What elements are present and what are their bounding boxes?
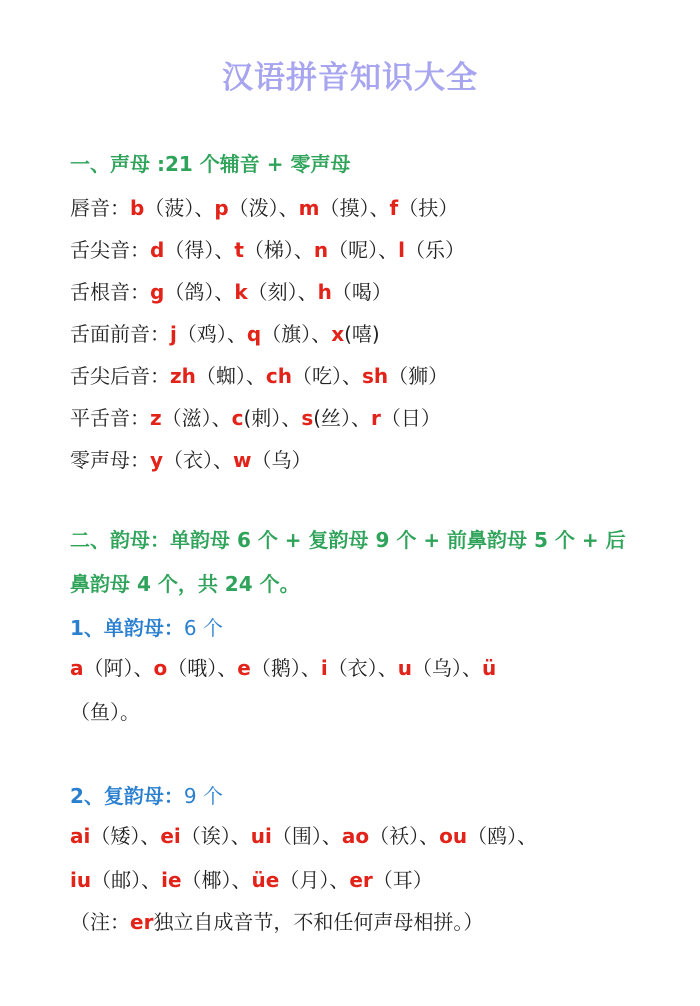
pinyin-letter: üe xyxy=(251,868,280,892)
pinyin-letter: o xyxy=(153,656,168,680)
example-character: （衣） xyxy=(163,448,214,472)
note-er: er xyxy=(130,910,154,934)
example-character: （矮） xyxy=(90,824,141,848)
page-title: 汉语拼音知识大全 xyxy=(222,60,478,96)
separator: 、 xyxy=(321,824,342,848)
example-character: （旗） xyxy=(261,322,312,346)
example-character: （阿） xyxy=(83,656,134,680)
separator: 、 xyxy=(214,280,235,304)
example-character: （梯） xyxy=(243,238,294,262)
example-character: （狮） xyxy=(388,364,449,388)
separator: 、 xyxy=(141,868,162,892)
pinyin-letter: ao xyxy=(341,824,370,848)
sub1-label: 1、单韵母： xyxy=(70,616,184,640)
pinyin-letter: i xyxy=(320,656,328,680)
row-label: 平舌音： xyxy=(70,406,150,430)
initials-row xyxy=(70,234,465,263)
example-character: （得） xyxy=(164,238,215,262)
row-label: 舌尖音： xyxy=(70,238,150,262)
example-character: （袄） xyxy=(369,824,420,848)
initials-row xyxy=(70,360,448,389)
row-label: 舌根音： xyxy=(70,280,150,304)
initials-row xyxy=(70,402,441,431)
separator: 、 xyxy=(378,238,399,262)
separator: 、 xyxy=(281,406,302,430)
pinyin-letter: ü xyxy=(481,656,497,680)
separator: 、 xyxy=(341,364,362,388)
sub2-label: 2、复韵母： xyxy=(70,784,184,808)
sub2-count: 9 个 xyxy=(183,784,224,808)
example-character: (嘻) xyxy=(344,322,380,346)
row-label: 零声母： xyxy=(70,448,150,472)
pinyin-letter: sh xyxy=(361,364,389,388)
compound-finals-line1 xyxy=(70,820,537,849)
single-finals-list xyxy=(70,652,496,681)
pinyin-letter: er xyxy=(349,868,373,892)
initials-row xyxy=(70,192,458,221)
row-label: 舌尖后音： xyxy=(70,364,170,388)
section2-heading-line1: 二、韵母：单韵母 6 个 + 复韵母 9 个 + 前鼻韵母 5 个 + 后 xyxy=(70,528,626,552)
separator: 、 xyxy=(231,868,252,892)
sub1-count: 6 个 xyxy=(183,616,224,640)
example-character: (刺） xyxy=(243,406,282,430)
example-character: （乌） xyxy=(411,656,462,680)
pinyin-letter: ch xyxy=(265,364,292,388)
example-character: （邮） xyxy=(91,868,142,892)
example-character: （围） xyxy=(271,824,322,848)
pinyin-letter: q xyxy=(246,322,262,346)
sub2-heading xyxy=(70,780,223,809)
initials-row xyxy=(70,318,380,347)
separator: 、 xyxy=(293,238,314,262)
example-character: （鹅） xyxy=(250,656,301,680)
example-character: （椰） xyxy=(181,868,232,892)
pinyin-letter: z xyxy=(150,406,162,430)
separator: 、 xyxy=(369,196,390,220)
pinyin-letter: ai xyxy=(70,824,91,848)
example-character: （日） xyxy=(380,406,441,430)
example-character: （鸥） xyxy=(467,824,518,848)
section2-heading-line2: 鼻韵母 4 个，共 24 个。 xyxy=(70,572,300,596)
example-character: （摸） xyxy=(319,196,370,220)
example-character: （乌） xyxy=(251,448,312,472)
example-character: （月） xyxy=(279,868,330,892)
pinyin-letter: zh xyxy=(170,364,196,388)
example-character: (丝） xyxy=(313,406,352,430)
compound-finals-line2 xyxy=(70,864,433,893)
example-character: （呢） xyxy=(328,238,379,262)
section1-heading: 一、声母 :21 个辅音 + 零声母 xyxy=(70,152,351,176)
pinyin-letter: ie xyxy=(161,868,182,892)
separator: 、 xyxy=(351,406,372,430)
separator: 、 xyxy=(297,280,318,304)
pinyin-letter: m xyxy=(298,196,320,220)
separator: 、 xyxy=(517,824,538,848)
pinyin-letter: b xyxy=(130,196,145,220)
pinyin-letter: k xyxy=(234,280,248,304)
separator: 、 xyxy=(311,322,332,346)
separator: 、 xyxy=(217,656,238,680)
separator: 、 xyxy=(194,196,215,220)
example-character: （衣） xyxy=(327,656,378,680)
separator: 、 xyxy=(278,196,299,220)
example-character: （滋） xyxy=(161,406,212,430)
note-suffix: 独立自成音节，不和任何声母相拼。） xyxy=(153,910,484,934)
separator: 、 xyxy=(329,868,350,892)
example-character: （耳） xyxy=(372,868,433,892)
example-character: （扶） xyxy=(398,196,459,220)
pinyin-letter: n xyxy=(313,238,329,262)
pinyin-letter: w xyxy=(233,448,252,472)
separator: 、 xyxy=(213,448,234,472)
separator: 、 xyxy=(140,824,161,848)
sub1-tail: （鱼）。 xyxy=(70,700,140,724)
separator: 、 xyxy=(419,824,440,848)
separator: 、 xyxy=(214,238,235,262)
example-character: （诶） xyxy=(180,824,231,848)
pinyin-letter: x xyxy=(331,322,345,346)
example-character: （乐） xyxy=(405,238,465,262)
example-character: （鸡） xyxy=(176,322,227,346)
pinyin-letter: l xyxy=(398,238,405,262)
separator: 、 xyxy=(377,656,398,680)
pinyin-letter: p xyxy=(214,196,229,220)
pinyin-letter: j xyxy=(170,322,177,346)
example-character: （蜘） xyxy=(195,364,246,388)
pinyin-letter: u xyxy=(397,656,412,680)
example-character: （刻） xyxy=(247,280,298,304)
separator: 、 xyxy=(245,364,266,388)
separator: 、 xyxy=(461,656,482,680)
initials-row xyxy=(70,444,312,473)
initials-row xyxy=(70,276,392,305)
pinyin-letter: f xyxy=(389,196,399,220)
sub2-note xyxy=(70,906,483,935)
example-character: （吃） xyxy=(291,364,342,388)
example-character: （鸽） xyxy=(164,280,215,304)
pinyin-letter: ou xyxy=(439,824,468,848)
sub1-heading xyxy=(70,612,223,641)
pinyin-letter: a xyxy=(70,656,84,680)
separator: 、 xyxy=(230,824,251,848)
pinyin-letter: g xyxy=(150,280,165,304)
pinyin-letter: e xyxy=(237,656,251,680)
pinyin-letter: r xyxy=(371,406,381,430)
pinyin-letter: c xyxy=(231,406,244,430)
row-label: 唇音： xyxy=(70,196,130,220)
pinyin-letter: d xyxy=(150,238,165,262)
note-prefix: （注： xyxy=(70,910,130,934)
example-character: （菠） xyxy=(144,196,195,220)
pinyin-letter: s xyxy=(301,406,314,430)
separator: 、 xyxy=(226,322,247,346)
pinyin-letter: t xyxy=(234,238,244,262)
row-label: 舌面前音： xyxy=(70,322,170,346)
separator: 、 xyxy=(300,656,321,680)
separator: 、 xyxy=(211,406,232,430)
example-character: （哦） xyxy=(167,656,218,680)
example-character: （喝） xyxy=(331,280,392,304)
separator: 、 xyxy=(133,656,154,680)
pinyin-letter: iu xyxy=(70,868,92,892)
pinyin-letter: y xyxy=(150,448,164,472)
example-character: （泼） xyxy=(228,196,279,220)
pinyin-letter: ei xyxy=(160,824,181,848)
pinyin-letter: ui xyxy=(250,824,272,848)
pinyin-letter: h xyxy=(317,280,332,304)
